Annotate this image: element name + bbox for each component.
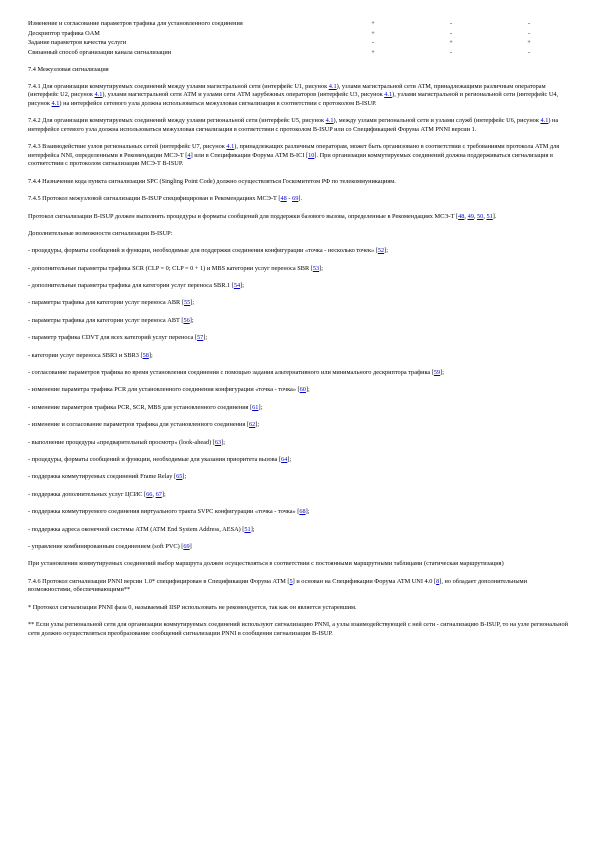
list-item-text: ]; — [240, 282, 244, 290]
list-item-text: - поддержка коммутируемого соединения виртуального тракта SVPC конфигурации «точка - точка» [ — [28, 508, 300, 516]
list-item-text: ]; — [384, 247, 388, 255]
text: 7.4.2 Для организации коммутируемых соединений между узлами региональной сети (интерфейс U5, рисунок — [28, 117, 326, 125]
list-item — [28, 334, 568, 343]
table-row — [28, 39, 568, 49]
list-item-text: - изменение параметра трафика PCR для установленного соединения конфигурации «точка - точка» [ — [28, 386, 300, 394]
text: , — [483, 212, 487, 220]
row-label: Задание параметров качества услуги — [28, 39, 127, 46]
list-item — [28, 491, 568, 500]
reference-link[interactable]: 48 — [280, 195, 287, 203]
list-item-text: ]; — [250, 525, 255, 533]
list-item-text: ]; — [258, 403, 263, 411]
reference-link[interactable]: 4 — [187, 151, 191, 159]
text: 7.4.3 Взаимодействие узлов региональных сетей (интерфейс U7, рисунок — [28, 143, 227, 151]
list-item-text: - поддержка адреса оконечной системы АТМ (ATM End System Address, AESA) [ — [28, 525, 245, 533]
reference-link[interactable]: 68 — [299, 508, 306, 516]
reference-link[interactable]: 50 — [477, 212, 484, 220]
footnote-1: * Протокол сигнализации PNNI фаза 0, называемый IISP использовать не рекомендуется, так как он является устаревшим. — [28, 603, 357, 611]
text: ]. — [492, 212, 497, 220]
reference-link[interactable]: 69 — [292, 195, 299, 203]
row-mark: - — [449, 29, 453, 37]
reference-link[interactable]: 10 — [308, 151, 315, 159]
paragraph-7-4-3 — [28, 143, 568, 169]
list-item-text: ] — [189, 542, 192, 550]
text: ) на интерфейсе сетевого узла должна использоваться межузловая сигнализация в соответствии с протоколом B-ISUP. — [59, 99, 377, 107]
reference-link[interactable]: 66 — [146, 490, 153, 498]
list-item-text: - поддержка дополнительных услуг ЦСИС [ — [28, 490, 147, 498]
reference-link[interactable]: 54 — [233, 282, 241, 290]
reference-link[interactable]: 61 — [252, 403, 259, 411]
section-title: 7.4 Межузловая сигнализация — [28, 66, 109, 73]
capability-table — [28, 20, 568, 58]
text: , — [473, 212, 478, 220]
reference-link[interactable]: 62 — [248, 421, 256, 429]
text: ], но обладает дополнительными возможностями, обеспечивающими** — [28, 577, 528, 594]
paragraph-7-4-2 — [28, 117, 568, 134]
list-item-text: - параметр трафика CDVT для всех категорий услуг переноса [ — [28, 334, 198, 342]
table-row — [28, 20, 568, 30]
row-mark: - — [449, 20, 453, 27]
list-item-text: ]; — [305, 508, 310, 516]
figure-link[interactable]: 4.1 — [384, 91, 393, 99]
list-item-text: ]; — [182, 473, 187, 481]
text: 7.4.5 Протокол межузловой сигнализации B-ISUP специфицирован в Рекомендациях МСЭ-Т [ — [28, 195, 281, 203]
text: ] или в Спецификации Форума АТМ B-ICI [ — [190, 151, 309, 159]
list-item-text: - параметры трафика для категории услуг переноса ABT [ — [28, 316, 184, 324]
reference-link[interactable]: 63 — [214, 438, 222, 446]
row-label: Дескриптор трафика OAM — [28, 29, 100, 37]
reference-link[interactable]: 51 — [244, 525, 251, 533]
list-item-text: ]; — [148, 351, 153, 359]
list-item-text: ]; — [221, 438, 226, 446]
list-item — [28, 421, 568, 430]
reference-link[interactable]: 55 — [183, 299, 191, 307]
row-mark: - — [527, 29, 531, 37]
reference-link[interactable]: 5 — [289, 577, 293, 585]
list-item — [28, 543, 568, 552]
figure-link[interactable]: 4.1 — [51, 99, 60, 107]
table-row — [28, 49, 568, 59]
list-item — [28, 352, 568, 361]
reference-link[interactable]: 56 — [183, 316, 190, 324]
bullet-list — [28, 247, 568, 551]
list-item-text: - дополнительные параметры трафика SCR (CLP = 0; CLP = 0 + 1) и MBS категории услуг переноса SBR [ — [28, 264, 313, 272]
list-item-text: - управление комбинированным соединением (soft PVC) [ — [28, 542, 184, 550]
paragraph-7-4-4: 7.4.4 Назначение кода пункта сигнализации SPC (Singling Point Code) должно осуществляться Госкомитетом РФ по телекоммуникациям. — [28, 177, 396, 185]
footnote-2: ** Если узлы региональной сети для организации коммутируемых соединений используют сигнализацию PNNI, а узлы взаимодействующей с ней сети - сигнализацию B-ISUP, то на узле региональной сети должно осуществляться преобразование сообщений сигнализации PNNI в сообщения сигнализации B-ISUP. — [28, 621, 568, 637]
text: ) на интерфейсе сетевого узла должна использоваться межузловая сигнализация в соответствии с протоколом B-ISUP или со Спецификацией Форума АТМ PNNI версии 1. — [28, 117, 559, 133]
list-item-text: ]; — [161, 490, 166, 498]
text: ), узлами магистральной и региональной сети (интерфейс U4, рисунок — [28, 91, 559, 107]
list-item — [28, 386, 568, 395]
list-item — [28, 299, 568, 308]
row-mark: - — [527, 48, 531, 56]
paragraph-7-4-6 — [28, 578, 568, 595]
reference-link[interactable]: 60 — [299, 386, 306, 394]
reference-link[interactable]: 57 — [197, 334, 204, 342]
list-item-text: - параметры трафика для категории услуг переноса ABR [ — [28, 299, 184, 307]
list-item-text: - изменение и согласование параметров трафика для установленного соединения [ — [28, 421, 249, 429]
list-item-text: ]; — [287, 455, 292, 463]
list-item-text: ]; — [190, 299, 195, 307]
list-item-text: ]; — [305, 386, 310, 394]
list-item-text: , — [152, 490, 156, 498]
text: ] и основан на Спецификации Форума АТМ UNI 4.0 [ — [292, 577, 437, 585]
row-mark: + — [449, 39, 453, 46]
text: 7.4.1 Для организации коммутируемых соединений между узлами магистральной сети (интерфейс U1, рисунок — [28, 82, 329, 90]
reference-link[interactable]: 58 — [142, 351, 149, 359]
reference-link[interactable]: 67 — [155, 490, 162, 498]
reference-link[interactable]: 59 — [433, 369, 441, 377]
list-item — [28, 508, 568, 517]
row-label: Изменение и согласование параметров трафика для установленного соединения — [28, 20, 243, 27]
list-item-text: - выполнение процедуры «предварительный просмотр» (look-ahead) [ — [28, 438, 215, 446]
table-row — [28, 30, 568, 40]
reference-link[interactable]: 51 — [486, 212, 493, 220]
list-item — [28, 265, 568, 274]
list-item-text: - процедуры, форматы сообщений и функции, необходимые для указания приоритета вызова [ — [28, 455, 282, 463]
row-mark: + — [371, 20, 375, 27]
row-mark: - — [449, 48, 453, 56]
text: Протокол сигнализации B-ISUP должен выполнять процедуры и форматы сообщений для поддержки базового вызова, определенные в Рекомендациях МСЭ-Т [ — [28, 212, 459, 220]
paragraph-basic-call — [28, 213, 568, 222]
text: ), узлами магистральной сети АТМ и узлами сети АТМ зарубежных операторов (интерфейс U3, рисунок — [102, 91, 385, 99]
list-item-text: - согласование параметров трафика во время установления соединения с помощью задания альтернативного или минимального дескриптора трафика [ — [28, 369, 434, 377]
row-mark: + — [371, 29, 375, 37]
list-item — [28, 456, 568, 465]
row-mark: - — [371, 39, 375, 46]
list-item — [28, 439, 568, 448]
row-label: Связанный способ организации канала сигнализации — [28, 48, 172, 56]
reference-link[interactable]: 65 — [176, 473, 183, 481]
text: ]. При организации коммутируемых соединений должна поддерживаться сигнализация в соответствии с протоколом сигнализации МСЭ-Т B-ISUP. — [28, 151, 553, 168]
list-item — [28, 317, 568, 326]
text: ), между узлами региональной сети и узлами служб (интерфейс U6, рисунок — [333, 117, 541, 125]
list-item — [28, 404, 568, 413]
reference-link[interactable]: 69 — [183, 542, 190, 550]
paragraph-additional: Дополнительные возможности сигнализации B-ISUP: — [28, 229, 173, 237]
document-page — [28, 20, 568, 647]
row-mark: - — [527, 20, 531, 27]
list-item-text: ]; — [189, 316, 194, 324]
list-item-text: - процедуры, форматы сообщений и функции, необходимые для поддержки соединения конфигурации «точка - несколько точек» [ — [28, 247, 378, 255]
reference-link[interactable]: 48 — [458, 212, 465, 220]
row-mark: + — [371, 48, 375, 56]
row-mark: + — [527, 39, 531, 46]
list-item-text: ]; — [319, 264, 323, 272]
figure-link[interactable]: 4.1 — [94, 91, 103, 99]
list-item — [28, 526, 568, 535]
reference-link[interactable]: 49 — [467, 212, 474, 220]
list-item — [28, 369, 568, 378]
text: 7.4.6 Протокол сигнализации PNNI версии 1.0* специфицирован в Спецификации Форума АТМ [ — [28, 577, 290, 585]
list-item — [28, 282, 568, 291]
paragraph-routing: При установлении коммутируемых соединений выбор маршрута должен осуществляться в соответствии с постоянными маршрутными таблицами (статическая маршрутизация) — [28, 560, 504, 568]
reference-link[interactable]: 52 — [377, 247, 385, 255]
figure-link[interactable]: 4.1 — [328, 82, 337, 90]
reference-link[interactable]: 8 — [436, 577, 440, 585]
list-item-text: - категории услуг переноса SBR3 и SBR3 [ — [28, 351, 143, 359]
paragraph-7-4-5 — [28, 195, 568, 204]
text: , — [464, 212, 468, 220]
text: ), узлами магистральной сети АТМ, принадлежащими различным операторам (интерфейс U2, рисунок — [28, 82, 546, 99]
text: - — [286, 195, 293, 203]
list-item-text: - дополнительные параметры трафика для категории услуг переноса SBR.1 [ — [28, 282, 234, 290]
paragraph-7-4-1 — [28, 83, 568, 109]
text: ), принадлежащих различным операторам, может быть организовано в соответствии с требованиями протокола АТМ для интерфейса NNI, определенными в Рекомендации МСЭ-Т [ — [28, 143, 560, 159]
figure-link[interactable]: 4.1 — [325, 117, 334, 125]
list-item — [28, 473, 568, 482]
reference-link[interactable]: 53 — [312, 264, 320, 272]
reference-link[interactable]: 64 — [281, 455, 288, 463]
list-item-text: ]; — [440, 369, 445, 377]
list-item-text: ]; — [203, 334, 208, 342]
figure-link[interactable]: 4.1 — [540, 117, 549, 125]
text: ]. — [298, 195, 303, 203]
figure-link[interactable]: 4.1 — [226, 143, 235, 151]
list-item-text: ]; — [255, 421, 260, 429]
list-item — [28, 247, 568, 256]
list-item-text: - поддержка коммутируемых соединений Frame Relay [ — [28, 473, 177, 481]
list-item-text: - изменение параметров трафика PCR, SCR, MBS для установленного соединения [ — [28, 403, 253, 411]
